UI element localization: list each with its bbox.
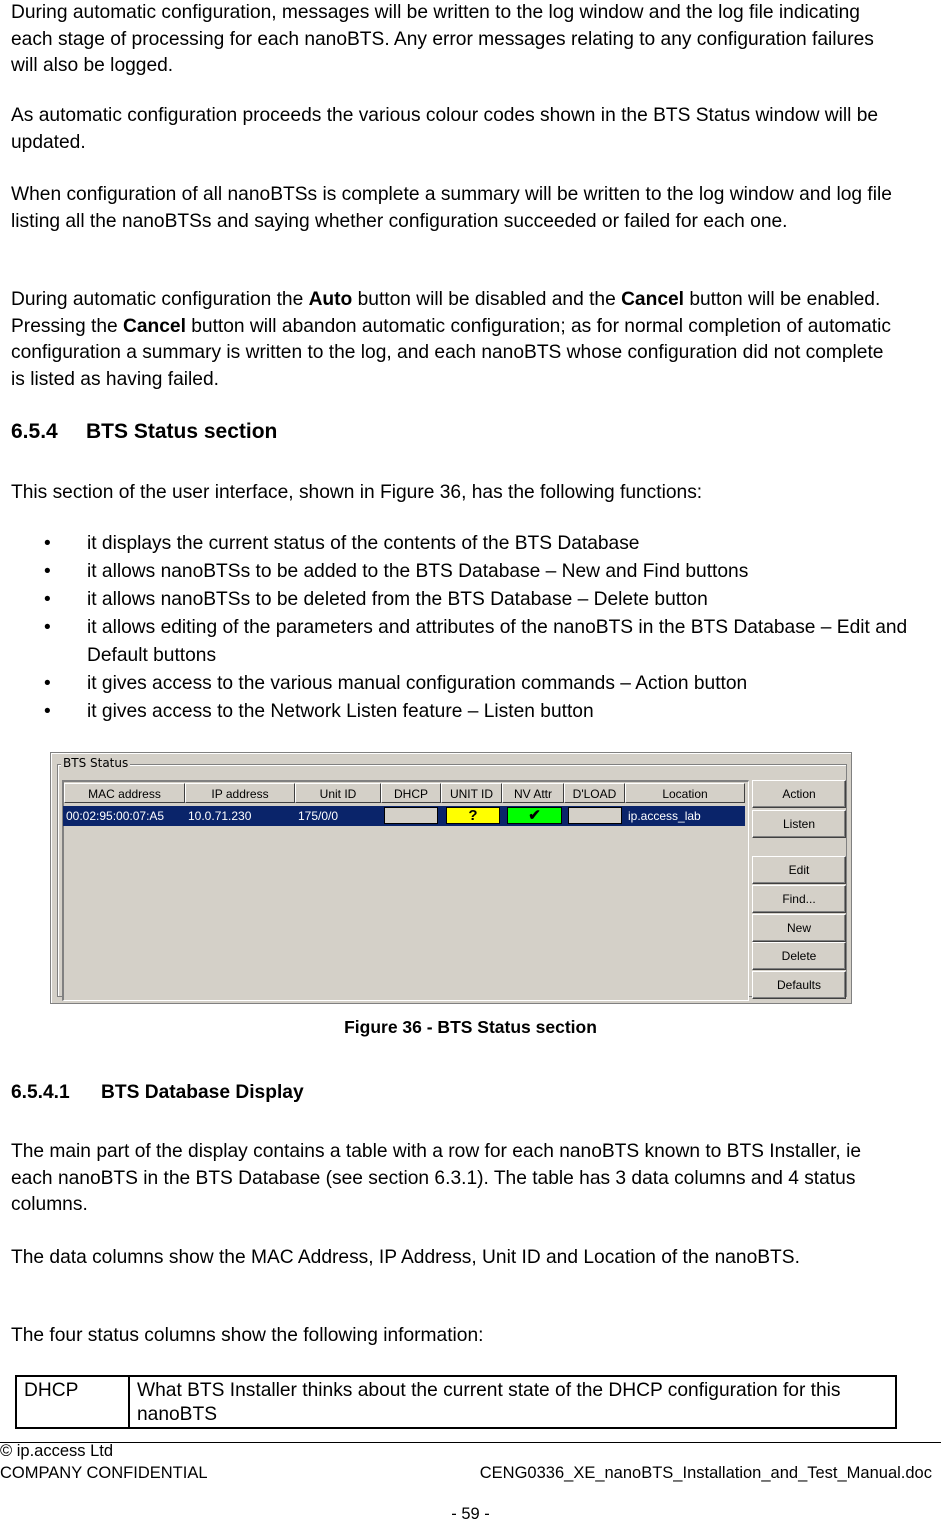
bullet-mark: • — [44, 673, 51, 694]
subsection-heading — [11, 1082, 304, 1104]
column-header-dload[interactable]: D'LOAD — [564, 783, 625, 803]
list-item-text: it allows nanoBTSs to be deleted from the BTS Database – Delete button — [87, 589, 708, 610]
edit-button[interactable]: Edit — [752, 856, 846, 884]
text-run: button will abandon automatic configuration; as for normal completion of automatic configuration a summary is written to the log, and each nanoBTS whose configuration did not complete is listed as having failed. — [11, 315, 891, 390]
section-number: 6.5.4 — [11, 420, 58, 443]
delete-button[interactable]: Delete — [752, 942, 846, 970]
list-item-text: it gives access to the Network Listen feature – Listen button — [87, 701, 594, 722]
footer-confidential: COMPANY CONFIDENTIAL — [0, 1464, 208, 1482]
list-item — [0, 614, 930, 670]
column-header-ip-address[interactable]: IP address — [185, 783, 295, 803]
text-run: button will be enabled. Pressing the — [11, 289, 881, 337]
paragraph-colour-codes: As automatic configuration proceeds the various colour codes shown in the BTS Status window will be updated. — [11, 105, 879, 153]
paragraph-summary: When configuration of all nanoBTSs is complete a summary will be written to the log window and log file listing all the nanoBTSs and saying whether configuration succeeded or failed for each one. — [11, 184, 892, 232]
status-cell-nv-attr: ✔ — [507, 807, 562, 824]
bold-cancel: Cancel — [621, 289, 684, 310]
table-row — [16, 1376, 896, 1428]
find-button[interactable]: Find... — [752, 885, 846, 913]
bullet-mark: • — [44, 617, 51, 638]
paragraph-intro: This section of the user interface, shown in Figure 36, has the following functions: — [11, 482, 703, 503]
action-button[interactable]: Action — [752, 780, 846, 808]
status-columns-table — [15, 1375, 897, 1429]
paragraph-auto-cancel — [11, 287, 901, 393]
column-header-mac-address[interactable]: MAC address — [64, 783, 185, 803]
list-item — [0, 586, 930, 614]
listen-button[interactable]: Listen — [752, 810, 846, 838]
list-item-text: it allows editing of the parameters and attributes of the nanoBTS in the BTS Database – Edit and Default buttons — [87, 617, 908, 666]
bullet-mark: • — [44, 561, 51, 582]
list-item-text: it gives access to the various manual configuration commands – Action button — [87, 673, 748, 694]
bold-cancel: Cancel — [123, 315, 186, 337]
bts-status-group-label: BTS Status — [63, 756, 129, 770]
paragraph-log-messages: During automatic configuration, messages will be written to the log window and the log file indicating each stage of processing for each nanoBTS. Any error messages relating to any configuration failures will also be logged. — [11, 2, 874, 76]
bold-auto: Auto — [308, 289, 353, 310]
page-number: - 59 - — [451, 1505, 490, 1523]
subsection-title: BTS Database Display — [101, 1082, 304, 1103]
cell-ip-address: 10.0.71.230 — [188, 809, 252, 823]
status-cell-dhcp — [384, 807, 438, 824]
functions-list — [0, 530, 930, 726]
list-item — [0, 670, 930, 698]
term-cell: DHCP — [16, 1376, 129, 1428]
status-cell-dload — [568, 807, 622, 824]
section-heading — [11, 420, 277, 444]
subsection-number: 6.5.4.1 — [11, 1082, 70, 1103]
text-run: During automatic configuration the — [11, 289, 309, 310]
bullet-mark: • — [44, 701, 51, 722]
list-item-text: it displays the current status of the contents of the BTS Database — [87, 533, 640, 554]
list-item — [0, 698, 930, 726]
column-header-dhcp[interactable]: DHCP — [381, 783, 441, 803]
section-title: BTS Status section — [86, 420, 278, 443]
cell-mac-address: 00:02:95:00:07:A5 — [66, 809, 165, 823]
new-button[interactable]: New — [752, 914, 846, 942]
list-item — [0, 558, 930, 586]
cell-location: ip.access_lab — [628, 809, 701, 823]
list-item-text: it allows nanoBTSs to be added to the BTS Database – New and Find buttons — [87, 561, 749, 582]
cell-unit-id: 175/0/0 — [298, 809, 339, 823]
text-run: button will be disabled and the — [352, 289, 622, 310]
column-header-unit-id-status[interactable]: UNIT ID — [441, 783, 502, 803]
paragraph-table-description: The main part of the display contains a table with a row for each nanoBTS known to BTS Installer, ie each nanoBTS in the BTS Database (see section 6.3.1). The table has 3 data columns and 4 status columns. — [11, 1141, 862, 1215]
list-item — [0, 530, 930, 558]
paragraph-data-columns: The data columns show the MAC Address, IP Address, Unit ID and Location of the nanoBTS. — [11, 1247, 800, 1268]
column-header-location[interactable]: Location — [625, 783, 745, 803]
bullet-mark: • — [44, 533, 51, 554]
description-cell: What BTS Installer thinks about the current state of the DHCP configuration for this nanoBTS — [129, 1376, 896, 1428]
footer-company: © ip.access Ltd — [0, 1442, 114, 1460]
bullet-mark: • — [44, 589, 51, 610]
status-cell-unit-id: ? — [446, 807, 500, 824]
footer-docname: CENG0336_XE_nanoBTS_Installation_and_Test_Manual.doc — [479, 1464, 932, 1482]
column-header-nv-attr[interactable]: NV Attr — [502, 783, 564, 803]
column-header-unit-id[interactable]: Unit ID — [295, 783, 381, 803]
paragraph-status-columns: The four status columns show the following information: — [11, 1325, 484, 1346]
defaults-button[interactable]: Defaults — [752, 971, 846, 999]
figure-caption: Figure 36 - BTS Status section — [344, 1017, 597, 1037]
page-footer — [0, 1442, 941, 1443]
